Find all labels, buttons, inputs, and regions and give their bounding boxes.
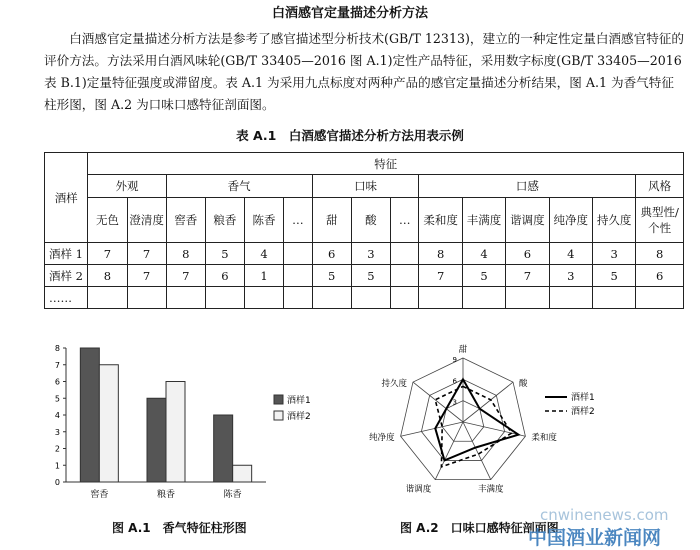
column-header: 酸 <box>351 198 390 243</box>
table-cell: 4 <box>549 243 592 265</box>
watermark-url: cnwinenews.com <box>540 506 669 524</box>
feature-header: 特征 <box>88 153 684 175</box>
radar-spoke <box>401 422 463 436</box>
y-tick-label: 5 <box>54 394 60 404</box>
row-label: …… <box>45 287 88 309</box>
group-header: 口味 <box>312 175 419 198</box>
table-cell <box>592 287 635 309</box>
table-cell: 3 <box>351 243 390 265</box>
table-cell: 7 <box>419 265 462 287</box>
x-tick-label: 窖香 <box>90 490 109 500</box>
column-header: 窖香 <box>166 198 205 243</box>
bar-2 <box>99 365 118 482</box>
table-cell: 8 <box>419 243 462 265</box>
table-cell: 3 <box>549 265 592 287</box>
radar-tick-label: 6 <box>452 377 457 386</box>
bar-1 <box>80 348 99 482</box>
table-cell: 6 <box>636 265 684 287</box>
column-header: 谐调度 <box>506 198 549 243</box>
radar-tick-label: 3 <box>452 398 457 407</box>
table-row <box>45 243 684 265</box>
radar-axis-label: 酸 <box>519 379 528 390</box>
intro-paragraph <box>44 28 684 116</box>
radar-axis-label: 谐调度 <box>405 484 432 495</box>
table-cell <box>205 287 244 309</box>
feature-table <box>44 152 684 309</box>
column-header: 甜 <box>312 198 351 243</box>
table-cell: 5 <box>592 265 635 287</box>
group-header: 风格 <box>636 175 684 198</box>
legend-label: 酒样2 <box>571 407 595 417</box>
table-cell: 5 <box>205 243 244 265</box>
table-cell <box>88 287 127 309</box>
table-cell: 6 <box>506 243 549 265</box>
sample-header: 酒样 <box>45 153 88 243</box>
column-header: 陈香 <box>244 198 283 243</box>
bar-2 <box>233 465 252 482</box>
legend-label: 酒样2 <box>287 412 311 422</box>
y-tick-label: 4 <box>54 411 60 420</box>
watermark-logo: 中国酒业新闻网 <box>528 527 662 549</box>
y-tick-label: 6 <box>54 377 60 387</box>
aroma-bar-chart <box>44 340 344 505</box>
table-cell: 8 <box>88 265 127 287</box>
y-tick-label: 0 <box>54 478 60 487</box>
table-cell: 3 <box>592 243 635 265</box>
legend-label: 酒样1 <box>571 393 595 403</box>
column-header: 纯净度 <box>549 198 592 243</box>
table-cell <box>312 287 351 309</box>
table-cell <box>284 243 313 265</box>
table-cell: 8 <box>636 243 684 265</box>
column-header: … <box>284 198 313 243</box>
table-cell: 7 <box>166 265 205 287</box>
y-tick-label: 8 <box>54 344 60 353</box>
table-cell: 5 <box>351 265 390 287</box>
y-tick-label: 3 <box>54 427 60 437</box>
doc-title: 白酒感官定量描述分析方法 <box>271 6 428 21</box>
intro-text: 白酒感官定量描述分析方法是参考了感官描述型分析技术(GB/T 12313)，建立的一种定性定量白酒感官特征的评价方法。方法采用白酒风味轮(GB/T 33405—2016 图 A.1)定性产品特征，采用数字标度(GB/T 33405—2016 表 B.1)定量特征强度或滞留度。表 A.1 为采用九点标度对两种产品的感官定量描述分析结果，图 A.1 为香气特征柱形图，图 A.2 为口味口感特征剖面图。 <box>44 31 684 112</box>
radar-axis-label: 柔和度 <box>531 433 557 444</box>
radar-series-1 <box>435 379 518 460</box>
table-cell <box>506 287 549 309</box>
table-row <box>45 287 684 309</box>
radar-spoke <box>435 422 463 480</box>
bar-1 <box>147 398 166 482</box>
table-cell <box>636 287 684 309</box>
radar-spoke <box>463 382 513 422</box>
radar-axis-label: 甜 <box>458 345 468 355</box>
row-label: 酒样 1 <box>45 243 88 265</box>
table-cell <box>549 287 592 309</box>
column-header: 柔和度 <box>419 198 462 243</box>
table-cell: 1 <box>244 265 283 287</box>
table-cell <box>390 287 419 309</box>
radar-axis-label: 纯净度 <box>369 433 395 444</box>
table-cell: 8 <box>166 243 205 265</box>
table-cell <box>390 265 419 287</box>
table-cell: 7 <box>506 265 549 287</box>
radar-axis-label: 丰满度 <box>478 484 504 495</box>
table-row <box>45 265 684 287</box>
legend-swatch <box>274 395 283 404</box>
table-cell: 6 <box>205 265 244 287</box>
group-header: 口感 <box>419 175 636 198</box>
column-header: 无色 <box>88 198 127 243</box>
group-header: 香气 <box>166 175 312 198</box>
table-cell: 7 <box>127 265 166 287</box>
table-cell: 4 <box>244 243 283 265</box>
taste-radar-chart <box>345 337 645 517</box>
table-cell <box>390 243 419 265</box>
table-cell: 6 <box>312 243 351 265</box>
table-cell: 5 <box>312 265 351 287</box>
table-cell: 7 <box>127 243 166 265</box>
table-caption: 表 A.1 白酒感官描述分析方法用表示例 <box>236 128 464 143</box>
x-tick-label: 粮香 <box>156 490 176 500</box>
y-tick-label: 2 <box>54 444 60 454</box>
column-header: 持久度 <box>592 198 635 243</box>
group-header: 外观 <box>88 175 166 198</box>
column-header: 典型性/个性 <box>636 198 684 243</box>
radar-tick-label: 9 <box>452 356 457 364</box>
table-cell <box>462 287 505 309</box>
row-label: 酒样 2 <box>45 265 88 287</box>
table-cell <box>284 287 313 309</box>
fig2-caption: 图 A.2 口味口感特征剖面图 <box>400 521 559 535</box>
bar-2 <box>166 382 185 483</box>
column-header: 澄清度 <box>127 198 166 243</box>
column-header: 粮香 <box>205 198 244 243</box>
table-cell <box>419 287 462 309</box>
legend-swatch <box>274 411 283 420</box>
column-header: 丰满度 <box>462 198 505 243</box>
table-cell <box>127 287 166 309</box>
table-cell <box>351 287 390 309</box>
fig1-caption: 图 A.1 香气特征柱形图 <box>112 521 247 535</box>
column-header: … <box>390 198 419 243</box>
table-cell: 5 <box>462 265 505 287</box>
y-tick-label: 1 <box>54 461 60 471</box>
bar-1 <box>214 415 233 482</box>
legend-label: 酒样1 <box>287 396 311 406</box>
table-cell <box>284 265 313 287</box>
table-cell: 7 <box>88 243 127 265</box>
table-cell: 4 <box>462 243 505 265</box>
radar-axis-label: 持久度 <box>381 379 407 390</box>
x-tick-label: 陈香 <box>223 490 242 500</box>
table-cell <box>166 287 205 309</box>
table-cell <box>244 287 283 309</box>
y-tick-label: 7 <box>54 360 60 370</box>
